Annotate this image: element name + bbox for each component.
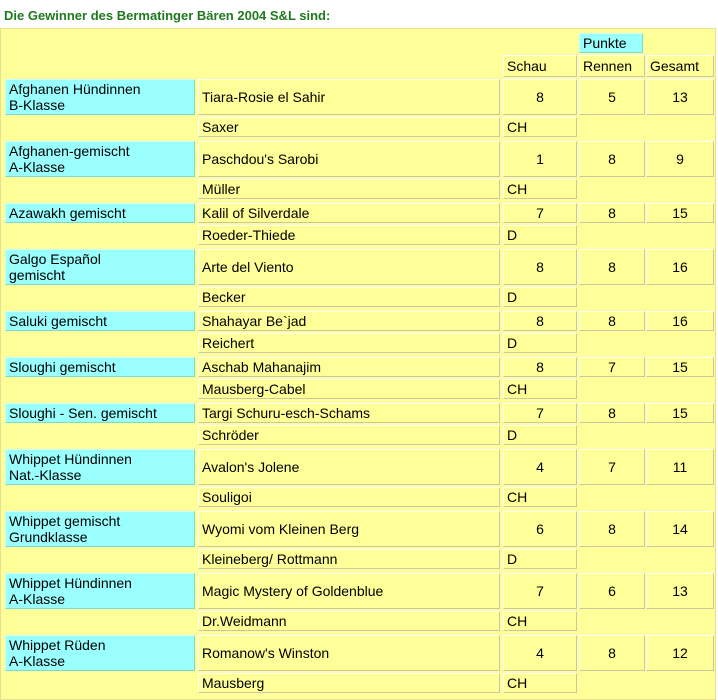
score-gesamt: 15 — [646, 403, 714, 423]
category-cell — [5, 311, 195, 331]
category-line: Saluki gemischt — [9, 313, 108, 329]
category-line: Whippet Hündinnen — [9, 575, 132, 591]
results-table — [0, 28, 716, 700]
category-line: A-Klasse — [9, 591, 66, 607]
dog-name: Aschab Mahanajim — [198, 357, 500, 377]
country-code: CH — [503, 487, 577, 507]
category-cell — [5, 203, 195, 223]
owner-name: Roeder-Thiede — [198, 225, 500, 245]
category-cell — [5, 141, 195, 177]
header-rennen: Rennen — [579, 55, 645, 77]
score-gesamt: 14 — [646, 511, 714, 547]
category-line: Sloughi gemischt — [9, 359, 116, 375]
category-label — [9, 81, 141, 113]
owner-name: Reichert — [198, 333, 500, 353]
score-rennen: 8 — [579, 635, 645, 671]
header-schau: Schau — [503, 55, 577, 77]
score-rennen: 8 — [579, 249, 645, 285]
dog-name: Arte del Viento — [198, 249, 500, 285]
category-label — [9, 205, 126, 221]
score-gesamt: 9 — [646, 141, 714, 177]
country-code: CH — [503, 179, 577, 199]
country-code: CH — [503, 117, 577, 137]
country-code: D — [503, 549, 577, 569]
country-code: D — [503, 425, 577, 445]
score-schau: 8 — [503, 311, 577, 331]
score-rennen: 8 — [579, 203, 645, 223]
owner-name: Dr.Weidmann — [198, 611, 500, 631]
score-gesamt: 15 — [646, 357, 714, 377]
score-schau: 7 — [503, 573, 577, 609]
category-label — [9, 405, 157, 421]
category-line: Afghanen-gemischt — [9, 143, 130, 159]
score-schau: 4 — [503, 635, 577, 671]
score-gesamt: 16 — [646, 311, 714, 331]
category-line: B-Klasse — [9, 97, 66, 113]
category-cell — [5, 635, 195, 671]
category-cell — [5, 357, 195, 377]
category-cell — [5, 403, 195, 423]
score-rennen: 8 — [579, 141, 645, 177]
owner-name: Becker — [198, 287, 500, 307]
category-line: Whippet gemischt — [9, 513, 121, 529]
category-cell — [5, 449, 195, 485]
score-gesamt: 13 — [646, 79, 714, 115]
category-line: Whippet Rüden — [9, 637, 106, 653]
score-rennen: 8 — [579, 403, 645, 423]
category-line: gemischt — [9, 267, 66, 283]
owner-name: Saxer — [198, 117, 500, 137]
category-line: A-Klasse — [9, 653, 66, 669]
owner-name: Souligoi — [198, 487, 500, 507]
dog-name: Tiara-Rosie el Sahir — [198, 79, 500, 115]
score-gesamt: 16 — [646, 249, 714, 285]
score-rennen: 7 — [579, 449, 645, 485]
category-cell — [5, 249, 195, 285]
category-line: Azawakh gemischt — [9, 205, 126, 221]
dog-name: Avalon's Jolene — [198, 449, 500, 485]
category-line: Nat.-Klasse — [9, 467, 82, 483]
dog-name: Romanow's Winston — [198, 635, 500, 671]
category-cell — [5, 573, 195, 609]
score-schau: 7 — [503, 203, 577, 223]
score-gesamt: 13 — [646, 573, 714, 609]
score-schau: 8 — [503, 249, 577, 285]
header-gesamt: Gesamt — [646, 55, 714, 77]
category-label — [9, 359, 116, 375]
dog-name: Shahayar Be`jad — [198, 311, 500, 331]
dog-name: Kalil of Silverdale — [198, 203, 500, 223]
dog-name: Wyomi vom Kleinen Berg — [198, 511, 500, 547]
category-label — [9, 313, 107, 329]
page-title: Die Gewinner des Bermatinger Bären 2004 S&L sind: — [4, 8, 331, 23]
category-cell — [5, 511, 195, 547]
score-gesamt: 12 — [646, 635, 714, 671]
score-rennen: 8 — [579, 511, 645, 547]
owner-name: Kleineberg/ Rottmann — [198, 549, 500, 569]
dog-name: Paschdou's Sarobi — [198, 141, 500, 177]
score-schau: 6 — [503, 511, 577, 547]
owner-name: Müller — [198, 179, 500, 199]
score-rennen: 8 — [579, 311, 645, 331]
category-label — [9, 451, 132, 483]
country-code: CH — [503, 673, 577, 693]
header-punkte: Punkte — [579, 33, 643, 53]
dog-name: Targi Schuru-esch-Schams — [198, 403, 500, 423]
category-line: A-Klasse — [9, 159, 66, 175]
category-line: Galgo Español — [9, 251, 101, 267]
country-code: D — [503, 333, 577, 353]
category-line: Grundklasse — [9, 529, 88, 545]
category-label — [9, 513, 120, 545]
category-label — [9, 637, 106, 669]
score-gesamt: 15 — [646, 203, 714, 223]
country-code: D — [503, 287, 577, 307]
dog-name: Magic Mystery of Goldenblue — [198, 573, 500, 609]
owner-name: Schröder — [198, 425, 500, 445]
category-label — [9, 575, 132, 607]
score-rennen: 6 — [579, 573, 645, 609]
category-line: Afghanen Hündinnen — [9, 81, 141, 97]
owner-name: Mausberg-Cabel — [198, 379, 500, 399]
category-cell — [5, 79, 195, 115]
score-schau: 8 — [503, 357, 577, 377]
owner-name: Mausberg — [198, 673, 500, 693]
score-rennen: 5 — [579, 79, 645, 115]
category-label — [9, 143, 130, 175]
score-schau: 1 — [503, 141, 577, 177]
score-rennen: 7 — [579, 357, 645, 377]
country-code: D — [503, 225, 577, 245]
category-line: Whippet Hündinnen — [9, 451, 132, 467]
score-schau: 8 — [503, 79, 577, 115]
score-schau: 7 — [503, 403, 577, 423]
category-line: Sloughi - Sen. gemischt — [9, 405, 157, 421]
country-code: CH — [503, 379, 577, 399]
country-code: CH — [503, 611, 577, 631]
score-gesamt: 11 — [646, 449, 714, 485]
category-label — [9, 251, 101, 283]
score-schau: 4 — [503, 449, 577, 485]
